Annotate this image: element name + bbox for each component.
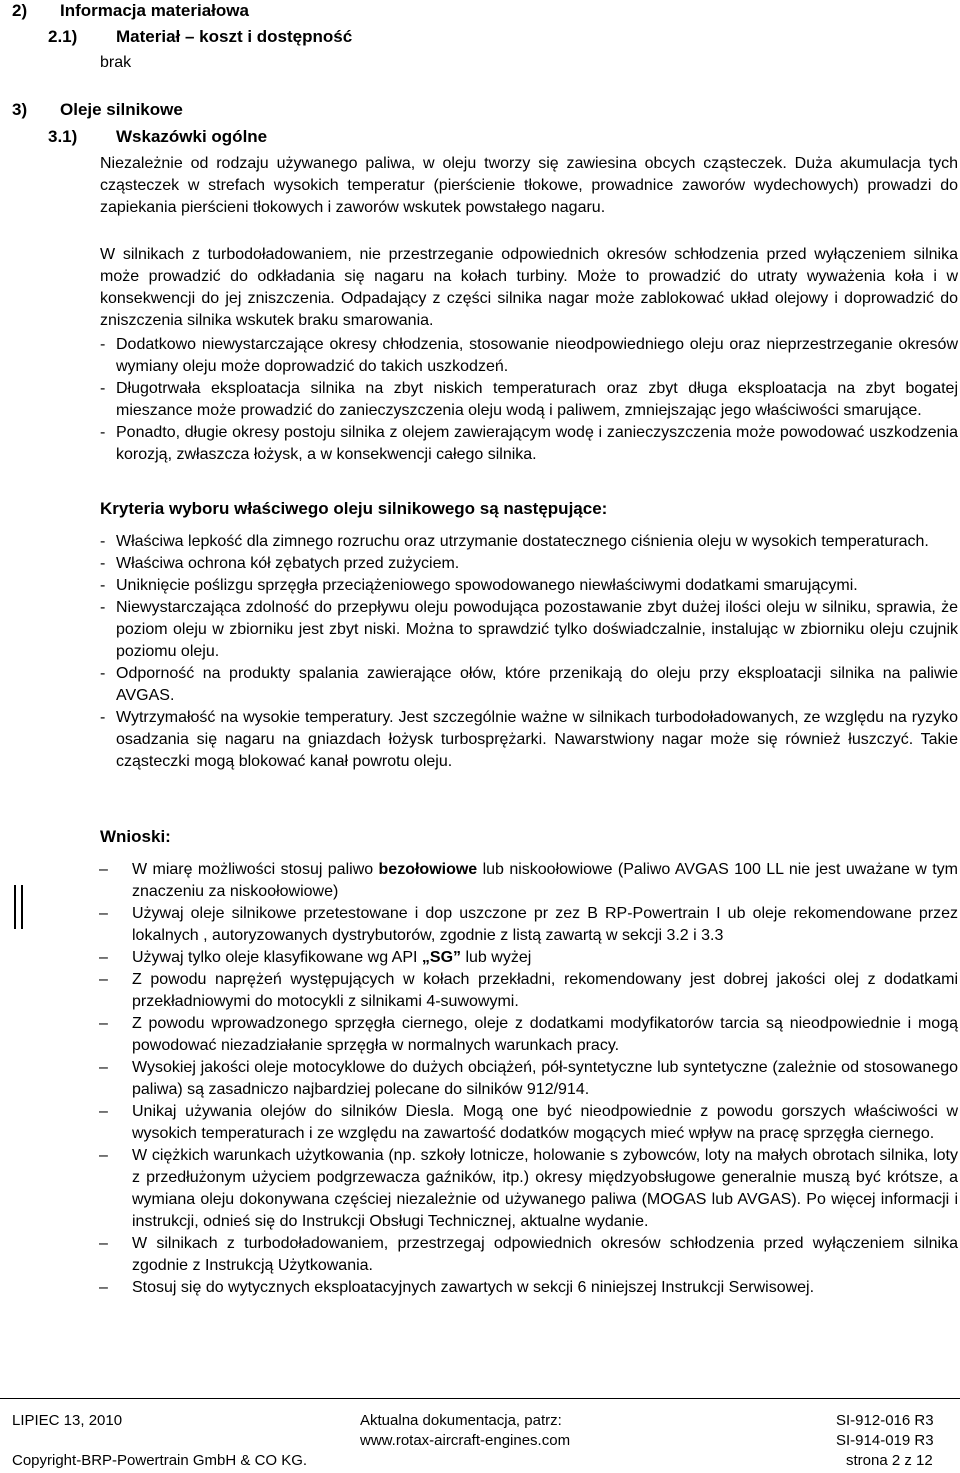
footer-si-number: SI-914-019 R3 [836,1432,934,1449]
list-item: – Stosuj się do wytycznych eksploatacyjnych zawartych w sekcji 6 niniejszej Instrukcji Serwisowej. [99,1279,815,1296]
list-item: – W ciężkich warunkach użytkowania (np. szkoły lotnicze, holowanie s zybowców, loty na małych obrotach silnika, loty z przedłużonym użyciem podgrzewacza gaźników, itp.) okresy międzyobsługowe generalnie muszą być krótsze, a wymiana oleju dokonywana częściej niezależnie od używanego paliwa (MOGAS lub AVGAS). Po więcej informacji i instrukcji, odnieś się do Instrukcji Obsługi Technicznej, aktualne wydanie. [99,1147,958,1230]
list-item: – Używaj tylko oleje klasyfikowane wg API „SG” lub wyżej [99,949,532,966]
criteria-heading: Kryteria wyboru właściwego oleju silnikowego są następujące: [100,499,608,518]
section-number: 2) [12,1,28,20]
list-item: – Wysokiej jakości oleje motocyklowe do dużych obciążeń, pół-syntetyczne lub syntetyczne (zależnie od stosowanego paliwa) są zasadniczo najbardziej polecane do silników 912/914. [99,1059,958,1098]
paragraph: Niezależnie od rodzaju używanego paliwa, w oleju tworzy się zawiesina obcych cząsteczek. Duża akumulacja tych cząsteczek w strefach wysokich temperatur (pierścienie tłokowe, prowadnice zaworów wydechowych) prowadzi do zapiekania pierścieni tłokowych i zaworów wskutek powstałego nagaru. [100,155,958,216]
conclusions-list [99,859,958,1299]
list-item: – W silnikach z turbodoładowaniem, przestrzegaj odpowiednich okresów schłodzenia przed wyłączeniem silnika zgodnie z Instrukcją Użytkowania. [99,1235,958,1274]
criteria-list [100,531,958,773]
footer-url[interactable]: www.rotax-aircraft-engines.com [360,1432,571,1449]
section-title: Oleje silnikowe [60,100,183,119]
list-item: - Właściwa ochrona kół zębatych przed zużyciem. [100,555,460,572]
list-item: – Z powodu wprowadzonego sprzęgła ciernego, oleje z dodatkami modyfikatorów tarcia są nieodpowiednie i mogą powodować niezadziałanie sprzęgła w normalnych warunkach pracy. [99,1015,958,1054]
list-item: - Odporność na produkty spalania zawierające ołów, które przenikają do oleju przy eksploatacji silnika na paliwie AVGAS. [100,665,958,704]
footer-divider [0,1398,960,1399]
subsection-number: 2.1) [48,27,78,46]
list-item: - Właściwa lepkość dla zimnego rozruchu oraz utrzymanie dostatecznego ciśnienia oleju w wysokich temperaturach. [100,533,929,550]
dash-list [100,334,958,466]
list-item: - Wytrzymałość na wysokie temperatury. Jest szczególnie ważne w silnikach turbodoładowanych, ze względu na ryzyko osadzania się nagaru na gniazdach łożysk turbosprężarki. Nawarstwiony nagar może się również łuszczyć. Takie cząsteczki mogą blokować kanał powrotu oleju. [100,709,958,770]
list-item: – Z powodu naprężeń występujących w kołach przekładni, rekomendowany jest dobrej jakości olej z dodatkami przekładniowymi do motocykli z silnikami 4-suwowymi. [99,971,958,1010]
subsection-text: brak [100,54,132,71]
list-item: – Używaj oleje silnikowe przetestowane i dop uszczone pr zez B RP-Powertrain I ub oleje rekomendowane przez lokalnych , autoryzowanych dystrybutorów, zgodnie z listą zawartą w sekcji 3.2 i 3.3 [99,905,958,944]
footer-page-number: strona 2 z 12 [846,1452,933,1469]
list-item: - Ponadto, długie okresy postoju silnika z olejem zawierającym wodę i zanieczyszczenia może powodować uszkodzenia korozją, zwłaszcza łożysk, a w konsekwencji całego silnika. [100,424,958,463]
paragraph: W silnikach z turbodoładowaniem, nie przestrzeganie odpowiednich okresów schłodzenia przed wyłączeniem silnika może prowadzić do odkładania się nagaru na kołach turbiny. Może to prowadzić do utraty wyważenia koła i w konsekwencji do jej zniszczenia. Odpadający z części silnika nagar może zablokować układ olejowy i doprowadzić do zniszczenia silnika wskutek braku smarowania. [100,246,958,329]
list-item: – W miarę możliwości stosuj paliwo bezołowiowe lub niskoołowiowe (Paliwo AVGAS 100 LL nie jest uważane w tym znaczeniu za niskoołowiowe) [99,861,958,900]
list-item: - Niewystarczająca zdolność do przepływu oleju powodująca pozostawanie zbyt dużej ilości oleju w silniku, sprawia, że poziom oleju w zbiorniku jest zbyt niski. Można to sprawdzić tylko doświadczalnie, instalując w zbiorniku oleju czujnik poziomu oleju. [100,599,958,660]
list-item: - Długotrwała eksploatacja silnika na zbyt niskich temperaturach oraz zbyt długa eksploatacja na zbyt bogatej mieszance może prowadzić do zanieczyszczenia oleju wodą i paliwem, zmniejszając jego właściwości smarujące. [100,380,958,419]
footer-si-number: SI-912-016 R3 [836,1412,934,1429]
footer-copyright: Copyright-BRP-Powertrain GmbH & CO KG. [12,1452,308,1469]
subsection-number: 3.1) [48,127,78,146]
subsection-heading-2-1 [48,26,960,48]
subsection-title: Wskazówki ogólne [116,127,268,146]
section-title: Informacja materiałowa [60,1,249,20]
footer-doc-label: Aktualna dokumentacja, patrz: [360,1412,562,1429]
section-number: 3) [12,100,28,119]
section-heading-2 [12,0,960,22]
footer-date: LIPIEC 13, 2010 [12,1412,123,1429]
subsection-heading-3-1 [48,126,960,148]
list-item: - Uniknięcie poślizgu sprzęgła przeciążeniowego spowodowanego niewłaściwymi dodatkami smarującymi. [100,577,858,594]
list-item: – Unikaj używania olejów do silników Diesla. Mogą one być nieodpowiednie z powodu gorszych właściwości w wysokich temperaturach i ze względu na zawartość dodatków mogących mieć wpływ na pracę sprzęgła ciernego. [99,1103,958,1142]
conclusions-heading: Wnioski: [100,827,171,846]
change-bar [14,885,23,929]
subsection-title: Materiał – koszt i dostępność [116,27,353,46]
section-heading-3 [12,99,960,121]
list-item: - Dodatkowo niewystarczające okresy chłodzenia, stosowanie nieodpowiedniego oleju oraz nieprzestrzeganie okresów wymiany oleju może doprowadzić do takich uszkodzeń. [100,336,958,375]
